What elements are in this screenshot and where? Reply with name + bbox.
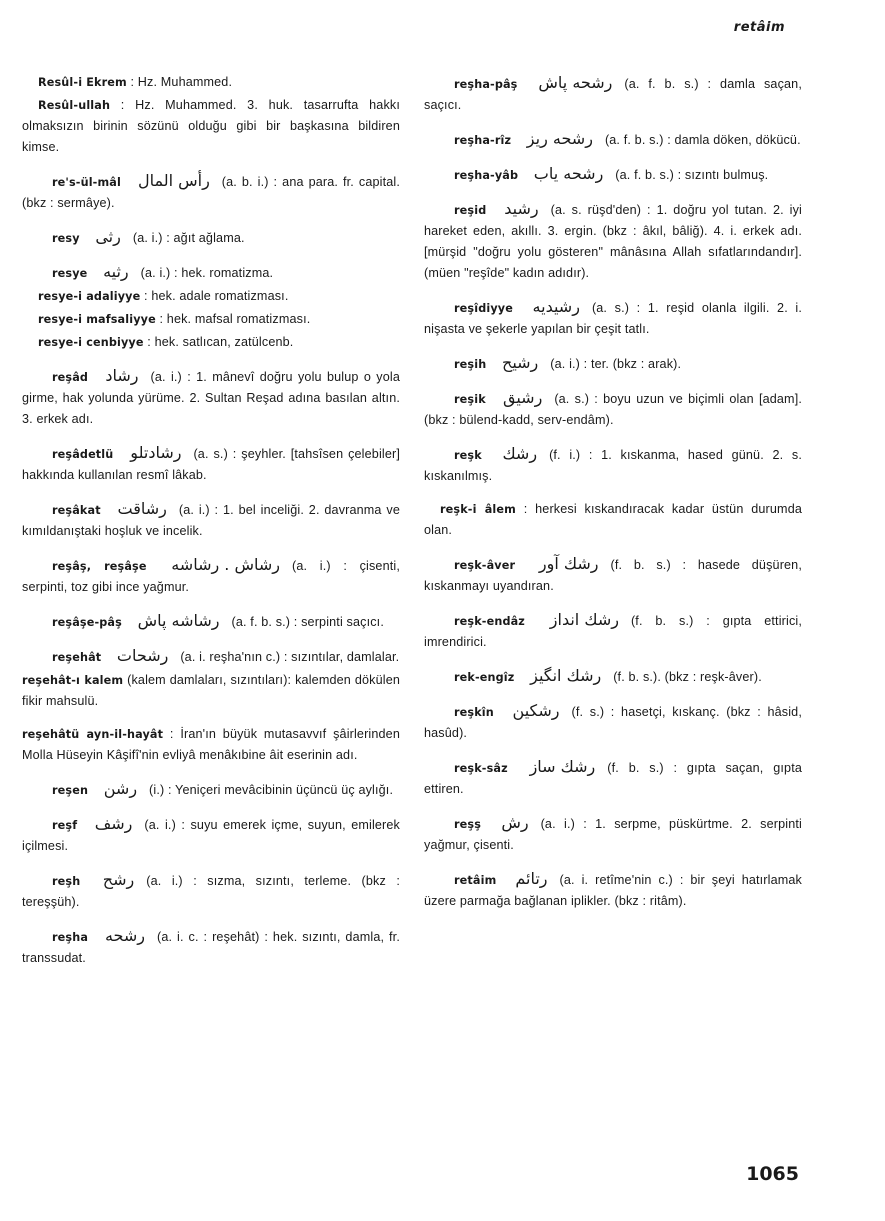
entry-arabic-script: رشاد bbox=[105, 366, 139, 385]
entry-headword: reşk-âver bbox=[454, 559, 516, 572]
dictionary-entry bbox=[424, 665, 802, 688]
entry-headword: resye-i adaliyye bbox=[38, 290, 141, 303]
entry-definition: (a. i.) : hek. romatizma. bbox=[140, 266, 274, 280]
entry-headword: Resûl-i Ekrem bbox=[38, 76, 127, 89]
entry-headword: re's-ül-mâl bbox=[52, 176, 121, 189]
entry-definition: (f. b. s.) : gıpta ettirici, imrendirici. bbox=[424, 614, 802, 649]
entry-headword: reşha-pâş bbox=[454, 78, 518, 91]
dictionary-entry bbox=[424, 198, 802, 284]
entry-headword: retâim bbox=[454, 874, 497, 887]
entry-arabic-script: رشح bbox=[102, 870, 135, 889]
entry-definition: : hek. satlıcan, zatülcenb. bbox=[147, 335, 294, 349]
entry-definition: (f. i.) : 1. kıskanma, hased günü. 2. s. kıskanılmış. bbox=[424, 448, 802, 483]
entry-headword: reşâkat bbox=[52, 504, 101, 517]
entry-arabic-script: رشحات bbox=[116, 646, 169, 665]
dictionary-entry bbox=[22, 286, 400, 307]
entry-definition: (kalem damlaları, sızıntıları): kalemden dökülen fikir mahsulü. bbox=[22, 673, 401, 708]
entry-definition: (a. i.) : 1. bel inceliği. 2. davranma ve kımıldanıştaki hoşluk ve incelik. bbox=[22, 503, 400, 538]
dictionary-entry bbox=[22, 261, 400, 284]
dictionary-entry bbox=[22, 498, 400, 542]
entry-headword: reşha-rîz bbox=[454, 134, 512, 147]
entry-headword: reşf bbox=[52, 819, 78, 832]
entry-arabic-script: رشاشه پاش bbox=[137, 611, 220, 630]
entry-headword: resy bbox=[52, 232, 80, 245]
dictionary-entry bbox=[424, 756, 802, 800]
entry-arabic-script: رشن bbox=[103, 779, 138, 798]
entry-headword: reşehât-ı kalem bbox=[22, 674, 124, 687]
dictionary-entry bbox=[22, 72, 400, 93]
entry-definition: (a. i.) : 1. mânevî doğru yolu bulup o yola girme, hak yolunda yürüme. 2. Sultan Reşad adına basılan altın. 3. erkek adı. bbox=[22, 370, 400, 426]
entry-definition: (a. i.) : çisenti, serpinti, toz gibi ince yağmur. bbox=[22, 559, 400, 594]
dictionary-entry bbox=[424, 387, 802, 431]
dictionary-entry bbox=[22, 226, 400, 249]
dictionary-entry bbox=[424, 72, 802, 116]
entry-definition: (a. s.) : 1. reşid olanla ilgili. 2. i. nişasta ve şekerle yapılan bir çeşit tatlı. bbox=[424, 301, 803, 336]
entry-definition: : hek. adale romatizması. bbox=[144, 289, 289, 303]
entry-headword: reşih bbox=[454, 358, 487, 371]
dictionary-entry bbox=[22, 645, 400, 668]
entry-definition: (i.) : Yeniçeri mevâcibinin üçüncü üç aylığı. bbox=[149, 783, 394, 797]
dictionary-entry bbox=[22, 925, 400, 969]
entry-arabic-script: رأس المال bbox=[137, 171, 210, 190]
entry-headword: resye-i mafsaliyye bbox=[38, 313, 156, 326]
entry-arabic-script: رشادتلو bbox=[130, 443, 182, 462]
entry-definition: (a. i. retîme'nin c.) : bir şeyi hatırlamak üzere parmağa bağlanan iplikler. (bkz : ritâm). bbox=[424, 873, 802, 908]
entry-definition: (a. f. b. s.) : damla döken, dökücü. bbox=[604, 133, 801, 147]
entry-arabic-script: رشحه ياب bbox=[533, 164, 604, 183]
entry-arabic-script: رشيديه bbox=[532, 297, 580, 316]
dictionary-entry bbox=[22, 309, 400, 330]
entry-definition: (f. b. s.). (bkz : reşk-âver). bbox=[613, 670, 762, 684]
entry-headword: reşh bbox=[52, 875, 81, 888]
dictionary-entry bbox=[424, 700, 802, 744]
dictionary-entry bbox=[424, 443, 802, 487]
right-column bbox=[424, 72, 802, 924]
entry-headword: reşâşe-pâş bbox=[52, 616, 122, 629]
dictionary-entry bbox=[22, 554, 400, 598]
entry-definition: (a. i.) : suyu emerek içme, suyun, emilerek içilmesi. bbox=[22, 818, 400, 853]
entry-arabic-script: رش bbox=[501, 813, 529, 832]
entry-definition: (a. f. b. s.) : serpinti saçıcı. bbox=[231, 615, 384, 629]
dictionary-entry bbox=[22, 95, 400, 158]
entry-arabic-script: رشيد bbox=[504, 199, 539, 218]
dictionary-entry bbox=[22, 610, 400, 633]
entry-headword: reşk-sâz bbox=[454, 762, 508, 775]
entry-arabic-script: رشيح bbox=[501, 353, 539, 372]
entry-definition: (a. f. b. s.) : damla saçan, saçıcı. bbox=[424, 77, 802, 112]
entry-headword: reşid bbox=[454, 204, 487, 217]
entry-headword: reşehâtü ayn-il-hayât bbox=[22, 728, 164, 741]
entry-definition: (a. b. i.) : ana para. fr. capital. (bkz : sermâye). bbox=[22, 175, 400, 210]
entry-headword: rek-engîz bbox=[454, 671, 515, 684]
dictionary-entry bbox=[22, 670, 400, 712]
entry-definition: (a. i. reşha'nın c.) : sızıntılar, damlalar. bbox=[180, 650, 400, 664]
entry-headword: reşâdetlü bbox=[52, 448, 114, 461]
entry-headword: Resûl-ullah bbox=[38, 99, 111, 112]
dictionary-entry bbox=[424, 868, 802, 912]
entry-definition: : Hz. Muhammed. bbox=[130, 75, 233, 89]
entry-definition: (f. s.) : hasetçi, kıskanç. (bkz : hâsid, hasûd). bbox=[424, 705, 802, 740]
entry-arabic-script: رشحه ريز bbox=[526, 129, 593, 148]
dictionary-entry bbox=[424, 609, 802, 653]
dictionary-entry bbox=[424, 163, 802, 186]
entry-headword: reşik bbox=[454, 393, 486, 406]
entry-arabic-script: رشك ساز bbox=[529, 757, 596, 776]
entry-headword: reşîdiyye bbox=[454, 302, 513, 315]
entry-headword: reşk-endâz bbox=[454, 615, 525, 628]
dictionary-entry bbox=[22, 332, 400, 353]
entry-arabic-script: رثى bbox=[95, 227, 121, 246]
entry-definition: (a. i.) : 1. serpme, püskürtme. 2. serpinti yağmur, çisenti. bbox=[424, 817, 802, 852]
entry-headword: reşş bbox=[454, 818, 482, 831]
entry-definition: (a. s.) : boyu uzun ve biçimli olan [adam]. (bkz : bülend-kadd, serv-endâm). bbox=[424, 392, 802, 427]
entry-headword: reşha bbox=[52, 931, 89, 944]
entry-definition: : hek. mafsal romatizması. bbox=[159, 312, 311, 326]
dictionary-entry bbox=[22, 778, 400, 801]
entry-definition: (a. f. b. s.) : sızıntı bulmuş. bbox=[615, 168, 769, 182]
dictionary-entry bbox=[22, 170, 400, 214]
dictionary-entry bbox=[424, 296, 802, 340]
entry-arabic-script: رشك آور bbox=[538, 554, 599, 573]
entry-headword: reşha-yâb bbox=[454, 169, 519, 182]
entry-arabic-script: رشاقت bbox=[117, 499, 167, 518]
dictionary-entry bbox=[22, 365, 400, 430]
entry-headword: reşk bbox=[454, 449, 482, 462]
entry-definition: (f. b. s.) : hasede düşüren, kıskanmayı uyandıran. bbox=[424, 558, 802, 593]
entry-arabic-script: رشك bbox=[502, 444, 538, 463]
entry-headword: resye-i cenbiyye bbox=[38, 336, 144, 349]
entry-headword: reşen bbox=[52, 784, 89, 797]
dictionary-entry bbox=[424, 553, 802, 597]
entry-definition: (a. i. c. : reşehât) : hek. sızıntı, damla, fr. transsudat. bbox=[22, 930, 400, 965]
dictionary-entry bbox=[424, 812, 802, 856]
entry-headword: reşkîn bbox=[454, 706, 494, 719]
entry-definition: (a. s.) : şeyhler. [tahsîsen çelebiler] hakkında kullanılan resmî lâkab. bbox=[22, 447, 400, 482]
entry-arabic-script: رشك انگيز bbox=[530, 666, 602, 685]
entry-definition: (a. i.) : ter. (bkz : arak). bbox=[550, 357, 682, 371]
entry-arabic-script: رثيه bbox=[103, 262, 129, 281]
entry-definition: (f. b. s.) : gıpta saçan, gıpta ettiren. bbox=[424, 761, 802, 796]
entry-definition: (a. i.) : ağıt ağlama. bbox=[132, 231, 245, 245]
entry-arabic-script: رشاش . رشاشه bbox=[171, 555, 281, 574]
entry-definition: (a. i.) : sızma, sızıntı, terleme. (bkz : tereşşüh). bbox=[22, 874, 400, 909]
left-column bbox=[22, 72, 400, 981]
entry-headword: reşk-i âlem bbox=[440, 503, 516, 516]
dictionary-entry bbox=[22, 813, 400, 857]
entry-headword: resye bbox=[52, 267, 88, 280]
dictionary-entry bbox=[22, 724, 400, 766]
dictionary-entry bbox=[424, 128, 802, 151]
entry-definition: : herkesi kıskandıracak kadar üstün durumda olan. bbox=[424, 502, 803, 537]
dictionary-entry bbox=[424, 499, 802, 541]
dictionary-entry bbox=[22, 869, 400, 913]
entry-arabic-script: رشحه پاش bbox=[538, 73, 613, 92]
running-head: retâim bbox=[733, 20, 785, 35]
entry-arabic-script: رشحه bbox=[104, 926, 145, 945]
page-number: 1065 bbox=[746, 1163, 799, 1185]
entry-definition: : İran'ın büyük mutasavvıf şâirlerinden Molla Hüseyin Kâşifî'nin evliyâ menâkıbine âit eserinin adı. bbox=[22, 727, 400, 762]
entry-headword: reşâş, reşâşe bbox=[52, 560, 147, 573]
entry-arabic-script: رشف bbox=[94, 814, 133, 833]
entry-arabic-script: رشك انداز bbox=[549, 610, 619, 629]
entry-arabic-script: رتائم bbox=[515, 869, 548, 888]
entry-headword: reşehât bbox=[52, 651, 102, 664]
dictionary-entry bbox=[22, 442, 400, 486]
dictionary-entry bbox=[424, 352, 802, 375]
entry-arabic-script: رشيق bbox=[503, 388, 543, 407]
entry-headword: reşâd bbox=[52, 371, 89, 384]
entry-definition: : Hz. Muhammed. 3. huk. tasarrufta hakkı olmaksızın birinin sözünü olduğu gibi bir başkasına bildiren kimse. bbox=[22, 98, 400, 154]
entry-definition: (a. s. rüşd'den) : 1. doğru yol tutan. 2. iyi hareket eden, akıllı. 3. ergin. (bkz : âkıl, bâliğ). 4. i. erkek adı. [mürşid "doğru yolu gösteren" mânâsına Allah sıfatlarındandır]. (müen "reşîde" kadın adıdır). bbox=[424, 203, 802, 280]
entry-arabic-script: رشكين bbox=[512, 701, 560, 720]
